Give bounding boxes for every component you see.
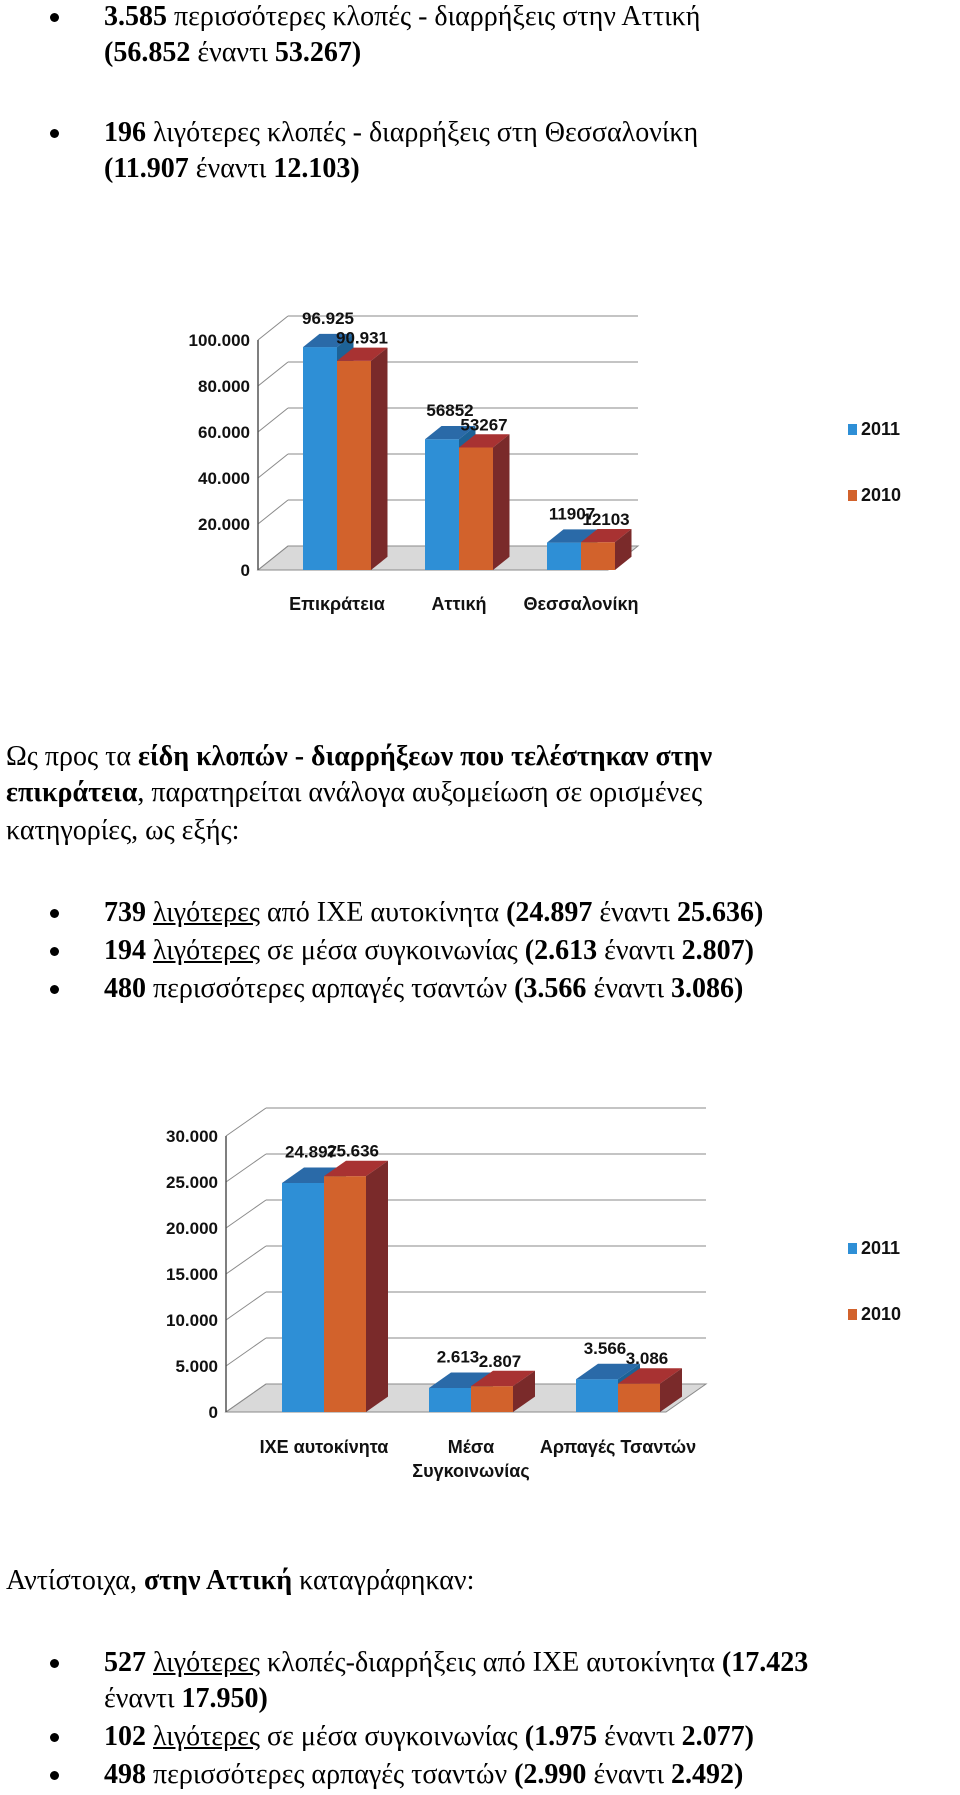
bullet-number: 102: [104, 1721, 146, 1752]
para-text: Ως προς τα: [6, 741, 139, 772]
para-text: Αντίστοιχα,: [6, 1565, 144, 1596]
bar-2010-2: [581, 542, 615, 570]
gridline-side: [258, 454, 288, 478]
bullet-value: 25.636): [676, 897, 764, 928]
bar-2010-1: [459, 447, 493, 570]
legend-label: 2011: [861, 1238, 901, 1258]
data-label: 2.613: [436, 1347, 480, 1367]
gridline-side: [226, 1246, 266, 1274]
bullet-number: 480: [104, 973, 146, 1004]
bullet-value: (56.852: [104, 37, 191, 68]
bullet-value: 2.807): [681, 935, 754, 966]
y-tick-label: 25.000: [166, 1173, 218, 1192]
bullet-underlined: λιγότερες: [153, 935, 260, 966]
bullet-text: έναντι: [592, 897, 677, 928]
bullet-text: περισσότερες κλοπές - διαρρήξεις στην Αττική: [167, 1, 701, 32]
bullet-number: 739: [104, 897, 146, 928]
x-category-label: Συγκοινωνίας: [412, 1461, 530, 1481]
x-category-label: Αττική: [431, 594, 487, 614]
bullet-value: (11.907: [104, 153, 189, 184]
y-tick-label: 80.000: [198, 377, 250, 396]
x-category-label: Θεσσαλονίκη: [523, 594, 639, 614]
bullet-value: 2.077): [681, 1721, 754, 1752]
bullet-text: έναντι: [190, 37, 275, 68]
legend-swatch: [848, 1309, 857, 1320]
gridline-side: [226, 1154, 266, 1182]
y-tick-label: 20.000: [166, 1219, 218, 1238]
y-tick-label: 20.000: [198, 515, 250, 534]
y-tick-label: 30.000: [166, 1127, 218, 1146]
legend-swatch: [848, 1243, 857, 1254]
bullet-dot: [50, 985, 59, 994]
bullet-value: (17.423: [721, 1647, 809, 1678]
gridline-side: [258, 362, 288, 386]
data-label: 90.931: [336, 328, 388, 348]
para-bold: επικράτεια: [6, 777, 138, 808]
bullet-dot: [50, 1771, 59, 1780]
bullet-dot: [50, 947, 59, 956]
bar-side-2010-0: [371, 348, 388, 570]
bullet-text: σε μέσα συγκοινωνίας: [259, 1721, 525, 1752]
y-tick-label: 5.000: [175, 1357, 218, 1376]
para-text: , παρατηρείται ανάλογα αυξομείωση σε ορισμένες: [137, 777, 703, 808]
bullet-text: έναντι: [586, 1759, 671, 1790]
bullet-value: 17.950): [181, 1683, 268, 1714]
bar-2011-2: [547, 543, 581, 570]
bullet-text: σε μέσα συγκοινωνίας: [259, 935, 525, 966]
legend-swatch: [848, 424, 857, 435]
paragraph-categories-line2: [6, 776, 702, 810]
bullet-number: 3.585: [104, 1, 167, 32]
bullet-text: περισσότερες αρπαγές τσαντών: [146, 973, 515, 1004]
gridline-side: [226, 1338, 266, 1366]
chart-regions-svg: [0, 260, 960, 620]
bullet-underlined: λιγότερες: [153, 1647, 260, 1678]
bullet-text: έναντι: [597, 1721, 682, 1752]
y-tick-label: 0: [240, 561, 250, 580]
chart-categories-svg: [0, 1060, 960, 1500]
paragraph-categories-line3: [6, 814, 239, 848]
bullet-dot: [50, 13, 59, 22]
legend-label: 2010: [861, 1304, 902, 1324]
paragraph-attica: [6, 1564, 474, 1598]
bullet-number: 196: [104, 117, 146, 148]
bullet-value: 3.086): [670, 973, 744, 1004]
bullet-text: έναντι: [188, 153, 274, 184]
bullet-value: 53.267): [274, 37, 362, 68]
bullet-dot: [50, 1659, 59, 1668]
bullet-dot: [50, 1733, 59, 1742]
bar-2011-1: [429, 1388, 471, 1412]
y-tick-label: 100.000: [188, 331, 250, 350]
chart-regions: [0, 260, 960, 620]
data-label: 25.636: [327, 1141, 379, 1161]
bullet-value: 2.492): [670, 1759, 744, 1790]
bar-2011-0: [303, 347, 337, 570]
bullet-value: 12.103): [273, 153, 360, 184]
bar-2011-2: [576, 1379, 618, 1412]
bullet-text: περισσότερες αρπαγές τσαντών: [146, 1759, 515, 1790]
bullet-text: έναντι: [104, 1683, 182, 1714]
data-label: 3.566: [583, 1338, 627, 1358]
data-label: 12103: [582, 509, 630, 529]
bullet-value: (2.990: [514, 1759, 587, 1790]
bullet-underlined: λιγότερες: [153, 1721, 260, 1752]
gridline-side: [258, 316, 288, 340]
gridline-side: [226, 1200, 266, 1228]
data-label: 56852: [426, 401, 474, 421]
data-label: 11907: [548, 504, 596, 524]
data-label: 53267: [460, 415, 508, 435]
chart-categories: [0, 1060, 960, 1500]
gridline-side: [258, 500, 288, 524]
bullet-dot: [50, 909, 59, 918]
gridline-side: [226, 1108, 266, 1136]
gridline-side: [226, 1292, 266, 1320]
data-label: 24.897: [285, 1142, 337, 1162]
bar-side-2010-0: [366, 1161, 388, 1412]
bullet-underlined: λιγότερες: [153, 897, 260, 928]
legend-swatch: [848, 490, 857, 501]
para-text: κατηγορίες, ως εξής:: [6, 815, 240, 846]
y-tick-label: 10.000: [166, 1311, 218, 1330]
bullet-value: (2.613: [524, 935, 598, 966]
bullet-number: 527: [104, 1647, 146, 1678]
y-tick-label: 0: [208, 1403, 218, 1422]
para-text: καταγράφηκαν:: [292, 1565, 475, 1596]
bullet-number: 498: [104, 1759, 146, 1790]
bullet-text: έναντι: [586, 973, 671, 1004]
x-category-label: Επικράτεια: [289, 594, 385, 614]
bar-2011-1: [425, 439, 459, 570]
gridline-side: [258, 408, 288, 432]
para-bold: είδη κλοπών - διαρρήξεων που τελέστηκαν στην: [138, 741, 713, 772]
data-label: 3.086: [625, 1349, 669, 1369]
bullet-text: λιγότερες κλοπές - διαρρήξεις στη Θεσσαλονίκη: [146, 117, 699, 148]
bullet-value: (24.897: [506, 897, 593, 928]
bullet-dot: [50, 129, 59, 138]
x-category-label: ΙΧΕ αυτοκίνητα: [259, 1437, 389, 1457]
x-category-label: Μέσα: [447, 1437, 495, 1457]
y-tick-label: 15.000: [166, 1265, 218, 1284]
bullet-text: έναντι: [597, 935, 682, 966]
bar-side-2010-1: [493, 434, 510, 570]
bar-2010-2: [618, 1384, 660, 1412]
data-label: 2.807: [478, 1351, 522, 1371]
bullet-text: από ΙΧΕ αυτοκίνητα: [259, 897, 507, 928]
bullet-value: (1.975: [524, 1721, 598, 1752]
bullet-number: 194: [104, 935, 146, 966]
bullet-text: κλοπές-διαρρήξεις από ΙΧΕ αυτοκίνητα: [259, 1647, 722, 1678]
bar-2010-1: [471, 1386, 513, 1412]
bar-2010-0: [324, 1176, 366, 1412]
para-bold: στην Αττική: [143, 1565, 293, 1596]
paragraph-categories: [6, 740, 712, 774]
y-tick-label: 60.000: [198, 423, 250, 442]
y-tick-label: 40.000: [198, 469, 250, 488]
bar-2010-0: [337, 361, 371, 570]
data-label: 96.925: [302, 308, 354, 328]
x-category-label: Αρπαγές Τσαντών: [539, 1437, 697, 1457]
bar-2011-0: [282, 1183, 324, 1412]
bullet-value: (3.566: [514, 973, 587, 1004]
legend-label: 2011: [861, 419, 901, 439]
legend-label: 2010: [861, 485, 902, 505]
